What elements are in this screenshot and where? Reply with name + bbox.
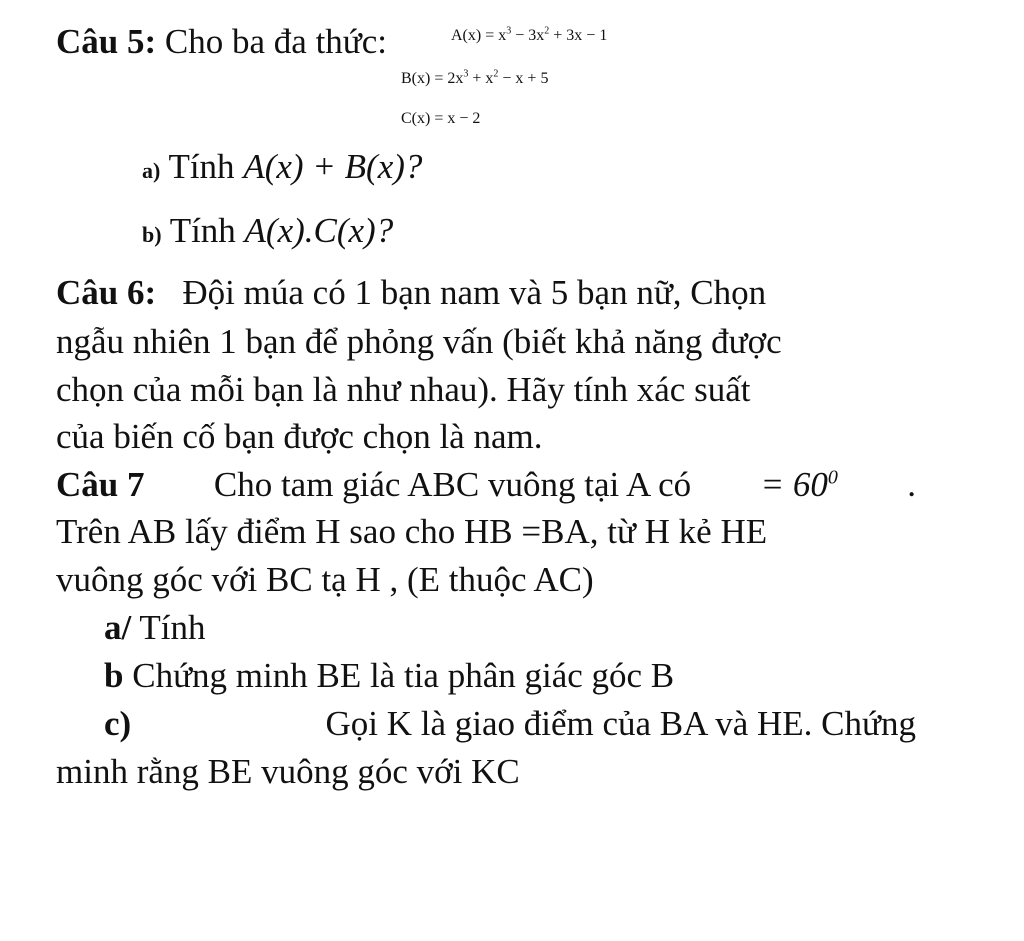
q6-line4 [56, 417, 542, 457]
q7-angle-math: = 60 [760, 465, 828, 504]
poly-a-exp1: 3 [506, 25, 512, 37]
q7-line1 [56, 465, 916, 505]
q6-text-line4: của biến cố bạn được chọn là nam. [56, 417, 543, 456]
poly-a-lhs: A(x) = x [451, 27, 507, 44]
q7-angle-degree: 0 [827, 466, 838, 489]
q5-part-a [142, 147, 422, 191]
poly-b-part1: + x [468, 70, 494, 87]
q6-line1 [56, 273, 766, 313]
q7-part-b-label: b [104, 656, 124, 695]
q7-heading: Câu 7 [56, 465, 145, 504]
q6-text-line2: ngẫu nhiên 1 bạn để phỏng vấn (biết khả năng được [56, 322, 782, 361]
q7-part-c-text2: minh rằng BE vuông góc với KC [56, 752, 520, 791]
q5-part-a-label: a) [142, 158, 161, 183]
poly-c-lhs: C(x) = x − 2 [401, 110, 481, 127]
q6-line3 [56, 370, 750, 410]
poly-b-lhs: B(x) = 2x [401, 70, 464, 87]
q7-part-c-text: Gọi K là giao điểm của BA và HE. Chứng [325, 704, 916, 743]
q7-angle-value [761, 465, 838, 505]
poly-a [451, 25, 607, 47]
q7-part-b-text: Chứng minh BE là tia phân giác góc B [132, 656, 675, 695]
q6-text-line3: chọn của mỗi bạn là như nhau). Hãy tính xác suất [56, 370, 751, 409]
q5-part-b-text: Tính [169, 211, 245, 250]
poly-b-part2: − x + 5 [498, 70, 549, 87]
q7-part-c [104, 704, 916, 744]
poly-a-part2: + 3x − 1 [549, 27, 608, 44]
q7-text-line3: vuông góc với BC tạ H , (E thuộc AC) [56, 560, 594, 599]
q6-line2 [56, 322, 782, 362]
q5-part-b [142, 211, 393, 255]
q7-part-a-text: Tính [139, 608, 206, 647]
q7-text-line1: Cho tam giác ABC vuông tại A có [213, 465, 692, 504]
poly-a-part1: − 3x [511, 27, 545, 44]
poly-a-exp2: 2 [544, 25, 550, 37]
q7-part-b [104, 656, 674, 696]
q6-heading: Câu 6: [56, 273, 157, 312]
q6-text-line1: Đội múa có 1 bạn nam và 5 bạn nữ, Chọn [182, 273, 767, 312]
q7-part-c-line2 [56, 752, 520, 792]
poly-b-exp1: 3 [463, 68, 469, 80]
q7-part-c-label: c) [104, 704, 132, 743]
q5-heading-line [56, 22, 387, 62]
q7-line1-end: . [907, 465, 916, 504]
poly-b-exp2: 2 [493, 68, 499, 80]
poly-b [401, 68, 548, 90]
q7-part-a-label: a/ [104, 608, 132, 647]
q5-part-b-math: A(x).C(x)? [244, 211, 394, 250]
q5-intro: Cho ba đa thức: [164, 22, 388, 61]
q7-line3 [56, 560, 594, 600]
poly-c [401, 108, 480, 130]
q7-line2 [56, 512, 767, 552]
q7-part-a [104, 608, 205, 648]
q7-text-line2: Trên AB lấy điểm H sao cho HB =BA, từ H kẻ HE [56, 512, 768, 551]
q5-part-b-label: b) [142, 222, 162, 247]
q5-part-a-math: A(x) + B(x)? [243, 147, 423, 186]
q5-part-a-text: Tính [168, 147, 244, 186]
q5-heading: Câu 5: [56, 22, 157, 61]
